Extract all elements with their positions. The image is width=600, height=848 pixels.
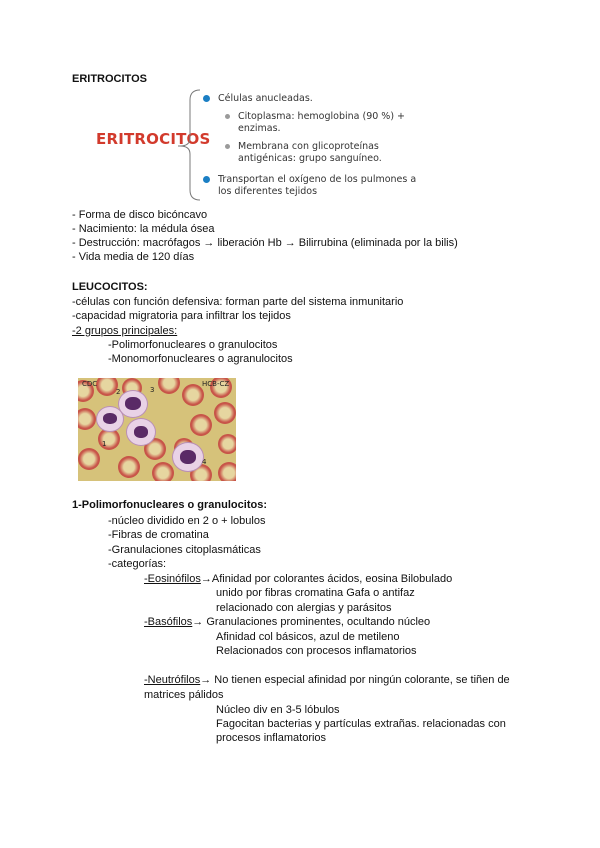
neutrofilos-line: Fagocitan bacterias y partículas extrañas. relacionadas con [216, 718, 506, 730]
neutrofilos-row [144, 673, 510, 687]
red-cell [214, 402, 236, 424]
red-cell [96, 378, 121, 396]
erit-item: - Nacimiento: la médula ósea [72, 223, 215, 235]
diagram-title: ERITROCITOS [96, 130, 211, 148]
diagram-sub-1a: Citoplasma: hemoglobina (90 %) + [238, 111, 406, 122]
micrograph-label: 1 [102, 440, 107, 448]
neutrofilos-line: procesos inflamatorios [216, 732, 327, 744]
blood-smear-micrograph [78, 378, 236, 481]
red-cell [190, 414, 212, 436]
diagram-bullet-1: Células anucleadas. [218, 93, 313, 104]
erit-item: - Vida media de 120 días [72, 251, 195, 263]
eosinofilos-row [144, 572, 452, 586]
neutrofilos-line: matrices pálidos [144, 689, 224, 701]
neutrofilos-name: -Neutrófilos [144, 674, 201, 686]
eosinofilos-line: relacionado con alergias y parásitos [216, 602, 392, 614]
micrograph-label: 4 [202, 458, 207, 466]
red-cell [218, 434, 236, 454]
neutrofilos-text: → No tienen especial afinidad por ningún colorante, se tiñen de [200, 674, 510, 686]
white-cell [172, 442, 207, 472]
red-cell [118, 456, 140, 478]
micrograph-label: CDC [82, 380, 98, 388]
basofilos-name: -Basófilos [144, 616, 193, 628]
leuc-line: -capacidad migratoria para infiltrar los tejidos [72, 310, 291, 322]
micrograph-label: 3 [150, 386, 155, 394]
section-heading-eritrocitos: ERITROCITOS [72, 73, 147, 85]
red-cell [78, 448, 100, 470]
eosinofilos-name: -Eosinófilos [144, 573, 201, 585]
diagram-bullet-2b: los diferentes tejidos [218, 186, 318, 197]
red-cell [218, 462, 236, 481]
white-cell [126, 418, 156, 446]
diagram-sub-2b: antigénicas: grupo sanguíneo. [238, 153, 382, 164]
diagram-bracket [178, 86, 218, 206]
neutrofilos-line: Núcleo div en 3-5 lóbulos [216, 704, 340, 716]
poli-line: -Granulaciones citoplasmáticas [108, 544, 261, 556]
sub-bullet-dot-icon [225, 114, 230, 119]
basofilos-line: Afinidad col básicos, azul de metileno [216, 631, 400, 643]
diagram-sub-1b: enzimas. [238, 123, 281, 134]
diagram-bullet-2a: Transportan el oxígeno de los pulmones a [218, 174, 417, 185]
erit-item: - Forma de disco bicóncavo [72, 209, 208, 221]
poli-line: -Fibras de cromatina [108, 529, 209, 541]
eosinofilos-line: unido por fibras cromatina Gafa o antifaz [216, 587, 415, 599]
eosinofilos-text: →Afinidad por colorantes ácidos, eosina Bilobulado [200, 573, 453, 585]
leuc-line: -células con función defensiva: forman parte del sistema inmunitario [72, 296, 404, 308]
basofilos-text: → Granulaciones prominentes, ocultando núcleo [192, 616, 431, 628]
bullet-dot-icon [203, 176, 210, 183]
micrograph-label: 2 [116, 388, 121, 396]
red-cell [182, 384, 204, 406]
section-heading-leucocitos: LEUCOCITOS: [72, 281, 148, 293]
diagram-sub-2a: Membrana con glicoproteínas [238, 141, 379, 152]
poli-line: -categorías: [108, 558, 167, 570]
red-cell [78, 408, 96, 430]
bullet-dot-icon [203, 95, 210, 102]
poli-line: -núcleo dividido en 2 o + lobulos [108, 515, 266, 527]
sub-bullet-dot-icon [225, 144, 230, 149]
leuc-line: -2 grupos principales: [72, 325, 178, 337]
white-cell [118, 390, 148, 418]
erit-item: - Destrucción: macrófagos → liberación Hb → Bilirrubina (eliminada por la bilis) [72, 237, 458, 249]
eritrocitos-diagram [80, 86, 417, 206]
basofilos-row [144, 615, 430, 629]
basofilos-line: Relacionados con procesos inflamatorios [216, 645, 417, 657]
micrograph-label: HCB-CZ [202, 380, 230, 388]
section-heading-polimorfonucleares: 1-Polimorfonucleares o granulocitos: [72, 499, 267, 511]
leuc-group: -Monomorfonucleares o agranulocitos [108, 353, 293, 365]
red-cell [158, 378, 180, 394]
leuc-group: -Polimorfonucleares o granulocitos [108, 339, 278, 351]
red-cell [152, 462, 174, 481]
